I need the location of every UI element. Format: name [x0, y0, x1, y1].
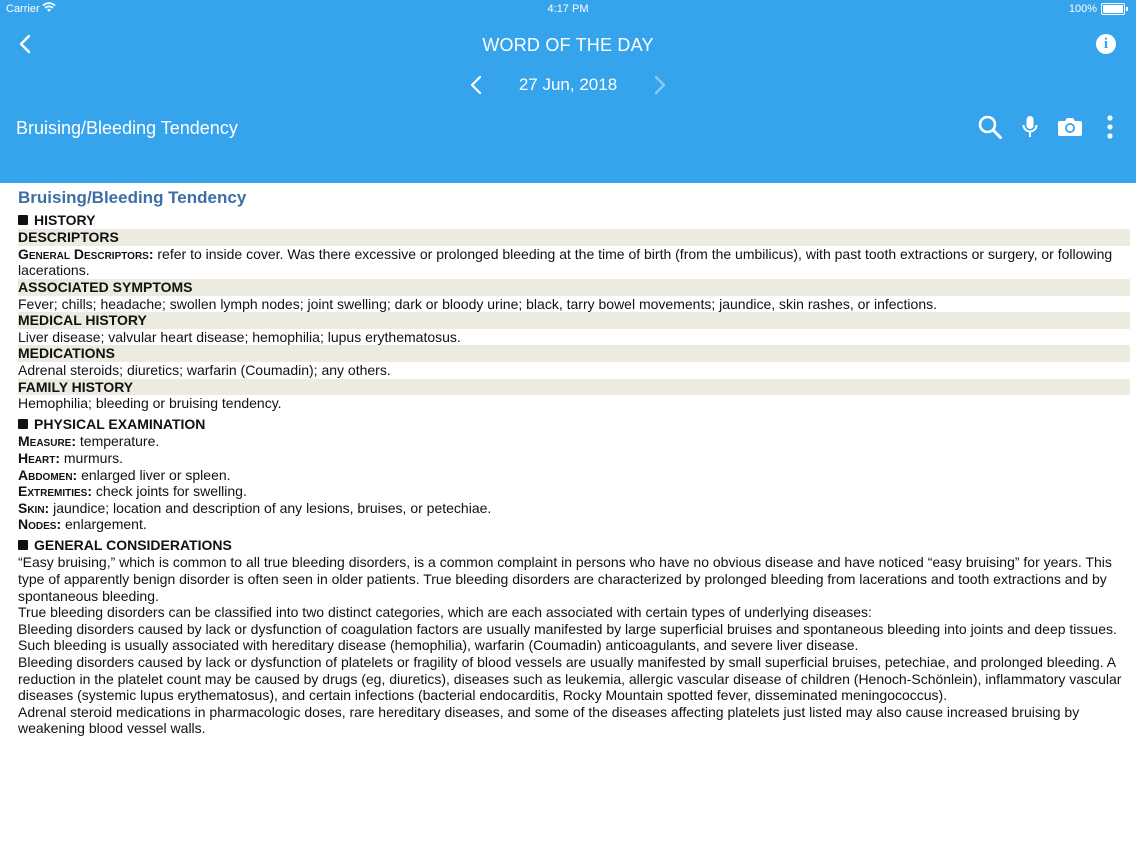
camera-icon	[1057, 115, 1083, 139]
exam-item	[18, 467, 1130, 484]
descriptors-body: refer to inside cover. Was there excessive or prolonged bleeding at the time of birth (from the umbilicus), with past tooth extractions or surgery, or following lacerations.	[18, 245, 1113, 279]
date-navigator	[0, 74, 1136, 96]
descriptors-label: General Descriptors:	[18, 245, 154, 262]
exam-text: temperature.	[76, 433, 160, 450]
family-history-text: Hemophilia; bleeding or bruising tendency.	[18, 395, 282, 412]
associated-symptoms-heading: ASSOCIATED SYMPTOMS	[18, 279, 1130, 296]
history-section	[18, 212, 1130, 412]
exam-label: Heart:	[18, 449, 60, 466]
associated-symptoms-text: Fever; chills; headache; swollen lymph nodes; joint swelling; dark or bloody urine; black, tarry bowel movements; jaundice, skin rashes, or infections.	[18, 295, 937, 312]
section-heading	[18, 212, 1130, 229]
physical-heading: PHYSICAL EXAMINATION	[34, 415, 206, 432]
voice-search-button[interactable]	[1016, 113, 1044, 141]
exam-text: murmurs.	[60, 449, 123, 466]
general-paragraph: Bleeding disorders caused by lack or dysfunction of coagulation factors are usually manifested by large superficial bruises and spontaneous bleeding into joints and deep tissues. Such bleeding is usually associated with hereditary disease (hemophilia), warfarin (Coumadin) anticoagulants, and severe liver disease.	[18, 620, 1117, 654]
physical-exam-section	[18, 416, 1130, 533]
carrier-label: Carrier	[6, 3, 40, 15]
status-time: 4:17 PM	[547, 3, 589, 15]
medical-history-text: Liver disease; valvular heart disease; hemophilia; lupus erythematosus.	[18, 328, 461, 345]
status-bar	[0, 0, 1136, 18]
exam-text: enlargement.	[61, 516, 147, 533]
chevron-right-icon	[648, 74, 670, 96]
current-date: 27 Jun, 2018	[518, 75, 618, 94]
battery-cap	[1126, 7, 1128, 11]
exam-item	[18, 433, 1130, 450]
descriptors-heading: DESCRIPTORS	[18, 229, 1130, 246]
exam-label: Abdomen:	[18, 466, 78, 483]
square-bullet-icon	[18, 215, 28, 225]
section-heading	[18, 416, 1130, 433]
exam-text: check joints for swelling.	[92, 483, 247, 500]
nav-title: WORD OF THE DAY	[482, 35, 654, 55]
battery-icon	[1101, 3, 1125, 15]
exam-item	[18, 450, 1130, 467]
exam-item	[18, 500, 1130, 517]
more-options-button[interactable]	[1096, 113, 1124, 141]
exam-label: Nodes:	[18, 516, 62, 533]
section-heading	[18, 537, 1130, 554]
general-considerations-section	[18, 537, 1130, 737]
general-paragraph: Bleeding disorders caused by lack or dysfunction of platelets or fragility of blood vessels are usually manifested by small superficial bruises, petechiae, and prolonged bleeding. A reduction in the platelet count may be caused by drugs (eg, diuretics), diseases such as leukemia, allergic vascular disease of children (Henoch-Schönlein), inflammatory vascular diseases (systemic lupus erythematosus), and certain infections (bacterial endocarditis, Rocky Mountain spotted fever, disseminated meningococcus).	[18, 654, 1122, 704]
medications-text: Adrenal steroids; diuretics; warfarin (Coumadin); any others.	[18, 361, 391, 378]
microphone-icon	[1020, 114, 1040, 140]
descriptors-text	[18, 246, 1130, 279]
general-paragraph: “Easy bruising,” which is common to all true bleeding disorders, is a common complaint in persons who have no obvious disease and have noticed “easy bruising” for years. This type of apparently benign disorder is often seen in older patients. True bleeding disorders are characterized by prolonged bleeding from lacerations and tooth extractions and by spontaneous bleeding.	[18, 554, 1112, 604]
exam-label: Skin:	[18, 499, 50, 516]
general-heading: GENERAL CONSIDERATIONS	[34, 536, 232, 553]
square-bullet-icon	[18, 419, 28, 429]
entry-content	[18, 190, 1130, 741]
content-title: Bruising/Bleeding Tendency	[18, 188, 247, 207]
exam-label: Extremities:	[18, 483, 93, 500]
medical-history-heading: MEDICAL HISTORY	[18, 312, 1130, 329]
history-heading: HISTORY	[34, 211, 96, 228]
more-vertical-icon	[1106, 114, 1114, 140]
family-history-heading: FAMILY HISTORY	[18, 379, 1130, 396]
toolbar	[976, 113, 1124, 141]
medications-heading: MEDICATIONS	[18, 345, 1130, 362]
square-bullet-icon	[18, 540, 28, 550]
search-icon	[977, 114, 1003, 140]
exam-text: enlarged liver or spleen.	[77, 466, 231, 483]
exam-item	[18, 483, 1130, 500]
app-header	[0, 0, 1136, 183]
exam-text: jaundice; location and description of any lesions, bruises, or petechiae.	[49, 499, 492, 516]
general-paragraph: Adrenal steroid medications in pharmacologic doses, rare hereditary diseases, and some of the diseases affecting platelets just listed may also cause increased bruising by weakening blood vessel walls.	[18, 703, 1080, 737]
exam-item	[18, 516, 1130, 533]
entry-title: Bruising/Bleeding Tendency	[16, 118, 238, 138]
info-button[interactable]: i	[1096, 34, 1116, 54]
battery-indicator	[1069, 3, 1128, 15]
search-button[interactable]	[976, 113, 1004, 141]
general-paragraph: True bleeding disorders can be classified into two distinct categories, which are each associated with certain types of underlying diseases:	[18, 604, 872, 621]
camera-button[interactable]	[1056, 113, 1084, 141]
next-day-button[interactable]	[648, 74, 670, 96]
battery-percent: 100%	[1068, 3, 1097, 15]
exam-label: Measure:	[18, 433, 76, 450]
